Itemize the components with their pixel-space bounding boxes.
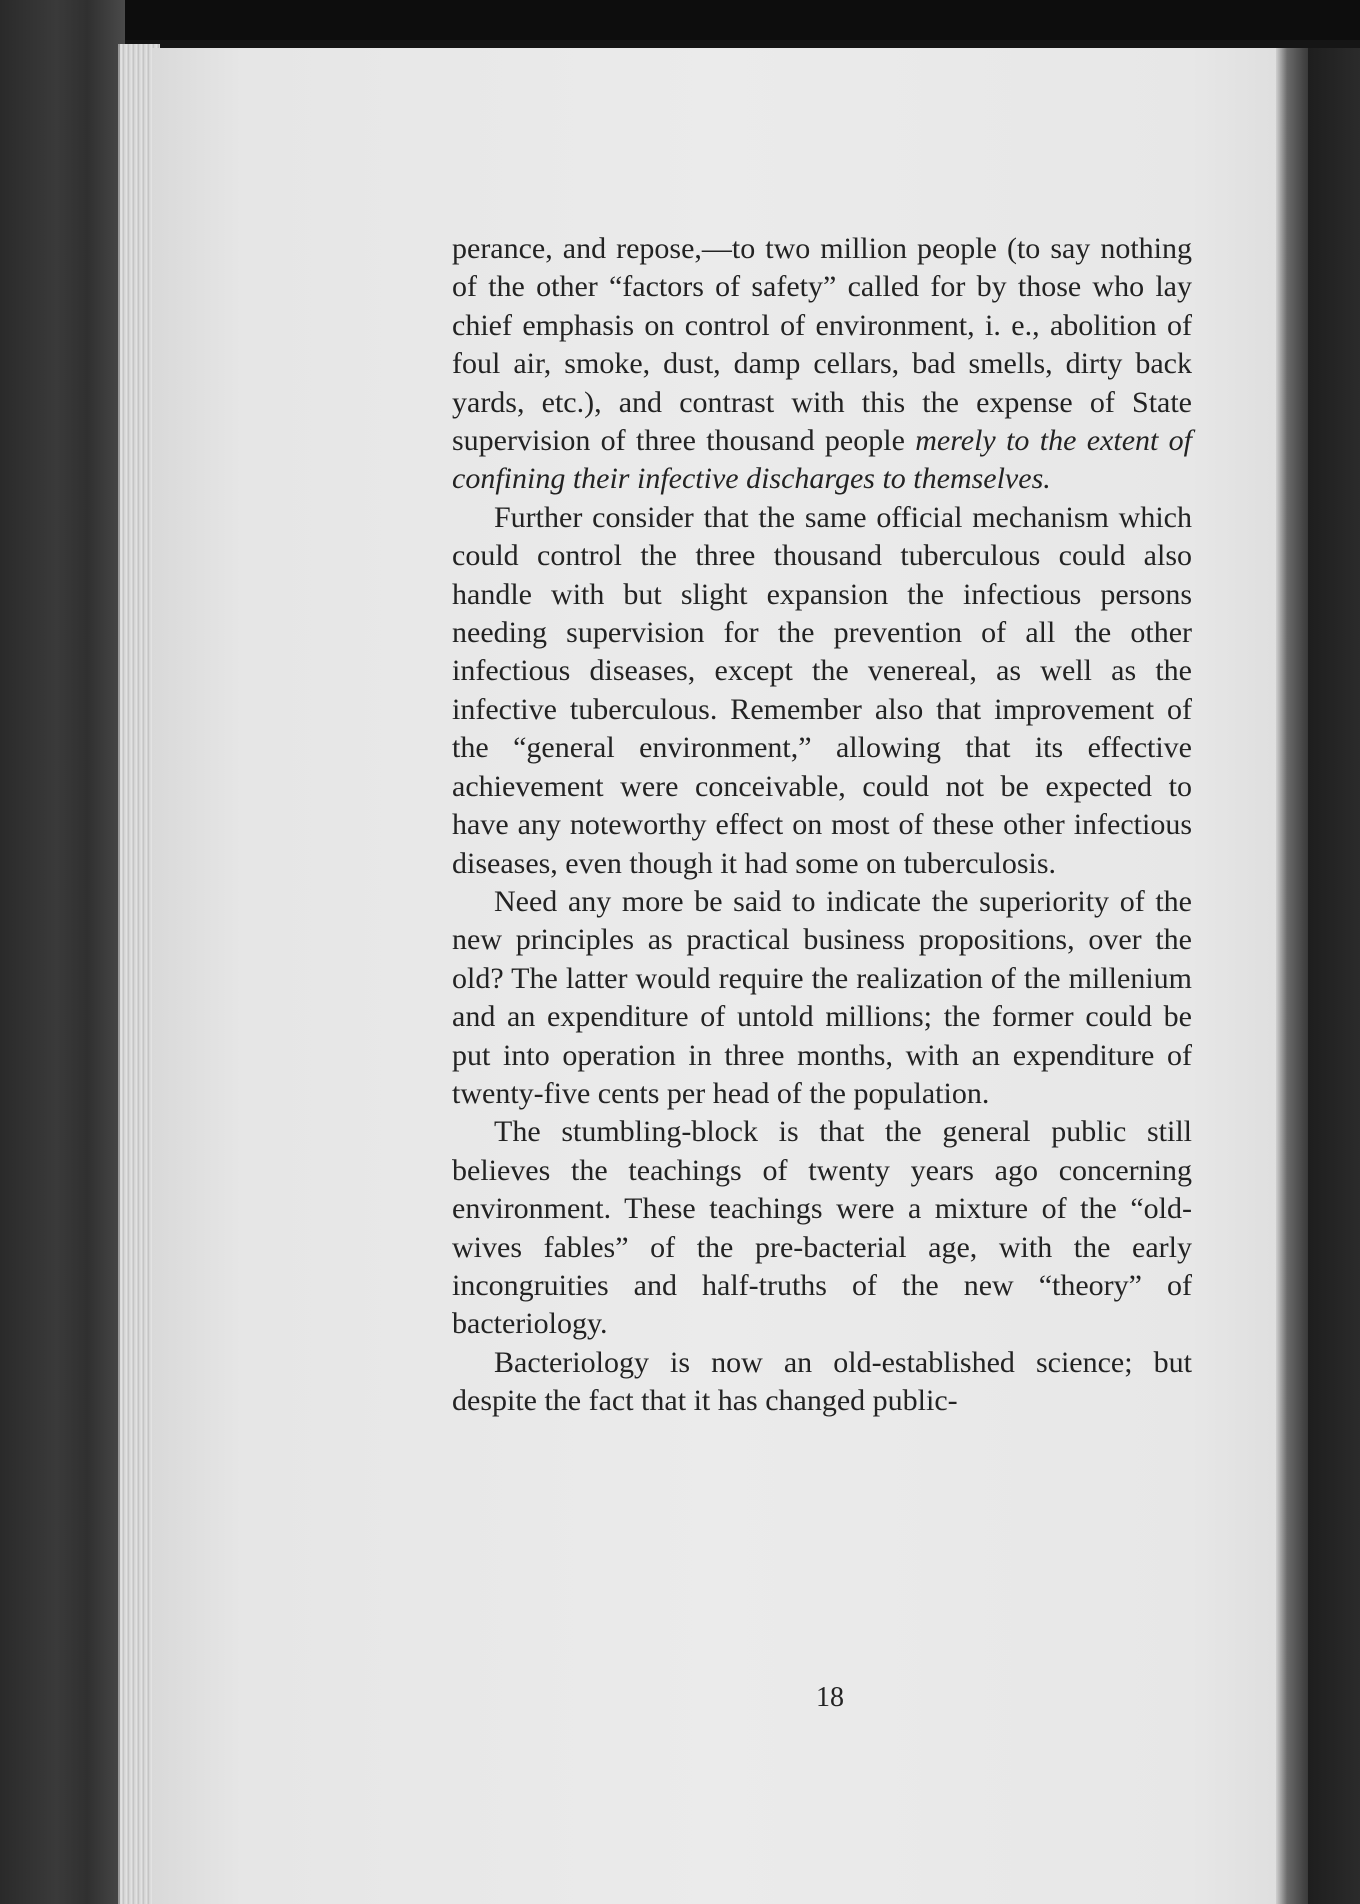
paragraph-3: Need any more be said to indicate the superiority of the new principles as practical business propositions, over the old? The latter would require the realization of the millenium and an expenditure of untold millions; the former could be put into operation in three months, with an expenditure of twenty-five cents per head of the population. (452, 884, 1192, 1110)
scan-top-border (0, 0, 1360, 40)
facing-page-edge (1308, 48, 1360, 1904)
gutter-shadow (1276, 48, 1308, 1904)
book-cover-left (0, 0, 125, 1904)
paragraph-1 (452, 230, 1192, 499)
paragraph-2: Further consider that the same official mechanism which could control the three thousand tuberculous could also handle with but slight expansion the infectious persons needing supervision for the prevention of all the other infectious diseases, except the venereal, as well as the infective tuberculous. Remember also that improvement of the “general environment,” allowing that its effective achievement were conceivable, could not be expected to have any noteworthy effect on most of these other infectious diseases, even though it had some on tuberculosis. (452, 500, 1192, 880)
body-text (452, 230, 1192, 1421)
paragraph-1-text: perance, and repose,—to two million people (to say nothing of the other “factors of safety” called for by those who lay chief emphasis on control of environment, i. e., abolition of foul air, smoke, dust, damp cellars, bad smells, dirty back yards, etc.), and contrast with this the expense of State supervision of three thousand people (452, 232, 1192, 458)
paragraph-5: Bacteriology is now an old-established science; but despite the fact that it has changed public- (452, 1345, 1192, 1418)
paragraph-4: The stumbling-block is that the general public still believes the teachings of twenty years ago concerning environment. These teachings were a mixture of the “old-wives fables” of the pre-bacterial age, with the early incongruities and half-truths of the new “theory” of bacteriology. (452, 1115, 1192, 1341)
paragraph-1-italic: merely to the extent of confining their infective discharges to themselves. (452, 424, 1193, 496)
page-number: 18 (816, 1682, 844, 1713)
